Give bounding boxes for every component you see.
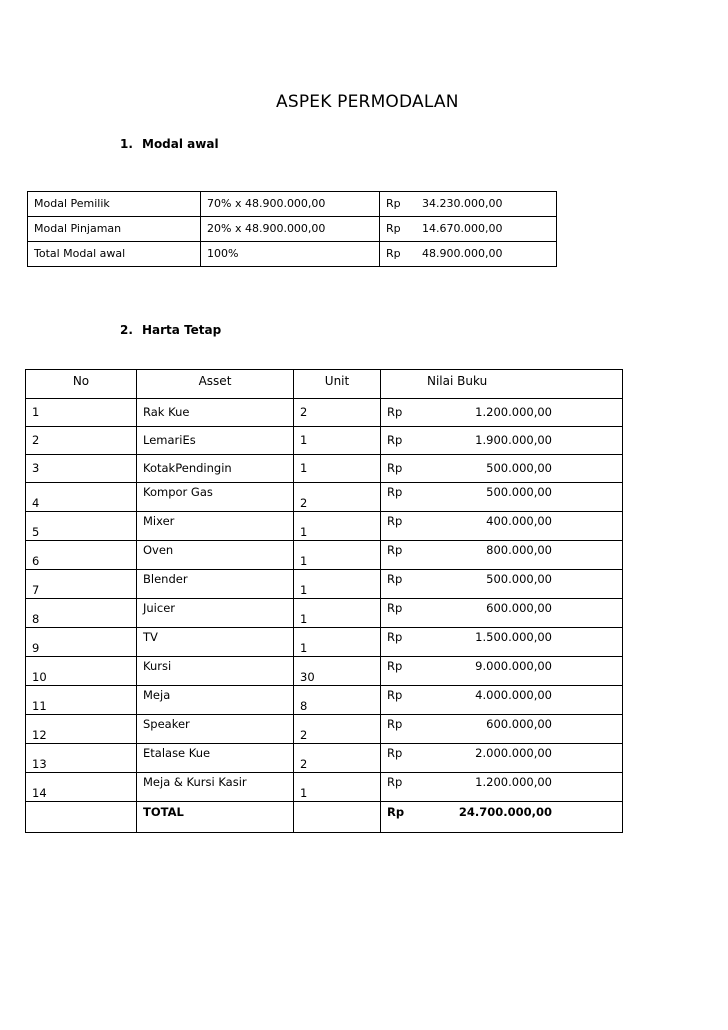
table-row [26,427,623,455]
row-asset: Mixer [137,512,294,541]
row-unit: 1 [294,628,381,657]
row-unit: 1 [294,455,381,483]
row-number: 12 [26,715,137,744]
row-unit: 8 [294,686,381,715]
row-unit: 1 [294,541,381,570]
row-currency: Rp [381,628,418,657]
modal-awal-table [27,191,557,267]
table-row [26,570,623,599]
total-label: TOTAL [137,802,294,833]
row-asset: Kursi [137,657,294,686]
row-unit: 1 [294,773,381,802]
row-number: 2 [26,427,137,455]
row-number: 14 [26,773,137,802]
row-currency: Rp [380,217,413,242]
row-currency: Rp [381,744,418,773]
total-value: 24.700.000,00 [417,802,623,833]
row-number: 8 [26,599,137,628]
row-currency: Rp [381,599,418,628]
row-asset: Kompor Gas [137,483,294,512]
row-value: 600.000,00 [417,715,623,744]
total-currency: Rp [381,802,418,833]
row-currency: Rp [381,773,418,802]
row-value: 2.000.000,00 [417,744,623,773]
row-number: 10 [26,657,137,686]
section-number: 2. [120,323,133,337]
row-currency: Rp [380,242,413,267]
row-label: Total Modal awal [28,242,201,267]
row-value: 1.500.000,00 [417,628,623,657]
table-row [26,715,623,744]
row-asset: Rak Kue [137,399,294,427]
row-unit: 1 [294,427,381,455]
row-currency: Rp [381,541,418,570]
row-number: 3 [26,455,137,483]
harta-tetap-table [25,369,623,833]
section-title: Modal awal [142,137,219,151]
row-number: 6 [26,541,137,570]
row-value: 500.000,00 [417,570,623,599]
column-header-nilai-buku: Nilai Buku [381,370,623,399]
table-header-row [26,370,623,399]
row-number: 11 [26,686,137,715]
section-title: Harta Tetap [142,323,222,337]
row-asset: Meja [137,686,294,715]
row-value: 800.000,00 [417,541,623,570]
row-currency: Rp [381,455,418,483]
total-empty-cell [26,802,137,833]
row-unit: 30 [294,657,381,686]
table-row [26,455,623,483]
row-formula: 100% [201,242,380,267]
row-value: 4.000.000,00 [417,686,623,715]
table-row [28,217,557,242]
row-amount: 48.900.000,00 [412,242,557,267]
row-amount: 34.230.000,00 [412,192,557,217]
row-formula: 70% x 48.900.000,00 [201,192,380,217]
row-asset: Speaker [137,715,294,744]
row-number: 4 [26,483,137,512]
row-value: 1.200.000,00 [417,773,623,802]
row-value: 500.000,00 [417,455,623,483]
table-row [28,242,557,267]
row-value: 500.000,00 [417,483,623,512]
total-unit-cell [294,802,381,833]
total-row [26,802,623,833]
table-row [26,744,623,773]
row-unit: 2 [294,744,381,773]
table-row [26,686,623,715]
row-value: 9.000.000,00 [417,657,623,686]
table-row [28,192,557,217]
table-row [26,773,623,802]
row-formula: 20% x 48.900.000,00 [201,217,380,242]
row-asset: Etalase Kue [137,744,294,773]
column-header-unit: Unit [294,370,381,399]
row-asset: Meja & Kursi Kasir [137,773,294,802]
row-currency: Rp [381,427,418,455]
row-number: 1 [26,399,137,427]
table-row [26,628,623,657]
row-amount: 14.670.000,00 [412,217,557,242]
row-label: Modal Pinjaman [28,217,201,242]
table-row [26,599,623,628]
row-label: Modal Pemilik [28,192,201,217]
row-unit: 2 [294,483,381,512]
section-number: 1. [120,137,133,151]
row-value: 1.900.000,00 [417,427,623,455]
row-value: 1.200.000,00 [417,399,623,427]
row-unit: 1 [294,512,381,541]
row-value: 600.000,00 [417,599,623,628]
row-asset: KotakPendingin [137,455,294,483]
row-currency: Rp [381,570,418,599]
row-currency: Rp [381,715,418,744]
row-unit: 1 [294,599,381,628]
column-header-no: No [26,370,137,399]
row-number: 9 [26,628,137,657]
table-row [26,541,623,570]
row-unit: 2 [294,715,381,744]
row-currency: Rp [381,657,418,686]
row-currency: Rp [381,399,418,427]
row-currency: Rp [381,483,418,512]
row-asset: LemariEs [137,427,294,455]
page-title: ASPEK PERMODALAN [276,92,459,112]
row-value: 400.000,00 [417,512,623,541]
table-row [26,483,623,512]
row-number: 5 [26,512,137,541]
table-row [26,512,623,541]
column-header-asset: Asset [137,370,294,399]
row-unit: 2 [294,399,381,427]
row-asset: Oven [137,541,294,570]
row-currency: Rp [381,512,418,541]
row-currency: Rp [380,192,413,217]
row-unit: 1 [294,570,381,599]
row-asset: Blender [137,570,294,599]
row-asset: TV [137,628,294,657]
row-number: 13 [26,744,137,773]
table-row [26,399,623,427]
row-number: 7 [26,570,137,599]
table-row [26,657,623,686]
row-asset: Juicer [137,599,294,628]
row-currency: Rp [381,686,418,715]
